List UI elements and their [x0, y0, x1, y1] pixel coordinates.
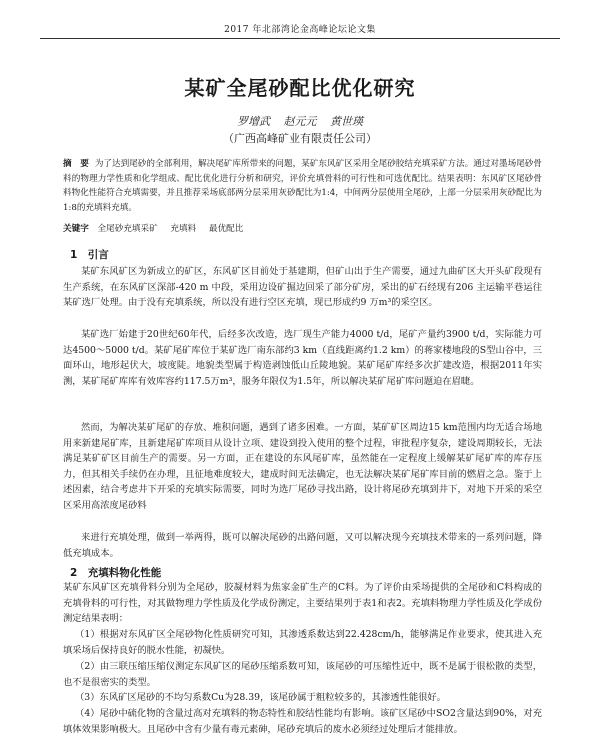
author-name: 罗增武 — [237, 115, 270, 128]
paragraph: 某矿选厂始建于20世纪60年代，后经多次改造，选厂现生产能力4000 t/d，尾矿产量约3900 t/d，实际能力可达4500～5000 t/d。某矿尾矿库位于某矿选厂南东部约3 km（直线距离约1.2 km）的蒋家楼地段的S型山谷中，三面环山，地形起伏大，坡度陡。地貌类型属于构造剥蚀低山丘陵地貌。某矿尾矿库经多次扩建改造，根据2011年实测，某矿尾矿库库有效库容约117.5万m³，服务年限仅为1.5年，所以解决某矿尾矿库问题迫在眉睫。 — [63, 329, 542, 387]
keyword: 全尾砂充填采矿 — [97, 224, 158, 234]
paragraph: 然而，为解决某矿尾矿的存放、堆积问题，遇到了诸多困难。一方面，某矿矿区周边15 km范围内均无适合场地用来新建尾矿库，且新建尾矿库项目从设计立项、建设到投入使用的整个过程，审批程序复杂，建设周期较长，无法满足某矿矿区目前生产的需要。另一方面，正在建设的东风尾矿库，虽然能在一定程度上缓解某矿尾矿库的库存压力，但其相关手续仍在办理，且征地难度较大，建成时间无法确定，也无法解决某矿尾矿库目前的燃眉之急。鉴于上述因素，结合考虑井下开采的充填实际需要，同时为选厂尾砂寻找出路，设计将尾砂充填到井下，对地下开采的采空区采用高浓度尾砂料 — [63, 422, 542, 511]
paragraph: 某矿东风矿区充填骨料分别为全尾砂，胶凝材料为焦家金矿生产的C料。为了评价由采场提供的全尾砂和C料构成的充填骨料的可行性，对其做物理力学性质及化学成份测定，主要结果列于表1和表2。充填料物理力学性质及化学成份测定结果表明： — [63, 582, 542, 624]
keyword: 充填料 — [170, 224, 197, 234]
keywords-label: 关键字 — [63, 224, 89, 234]
abstract — [63, 157, 542, 215]
abstract-text: 为了达到尾砂的全部利用，解决尾矿库所带来的问题，某矿东风矿区采用全尾砂胶结充填采矿方法。通过对墨场尾砂骨料的物理力学性质和化学组成、配比优化进行分析和研究，评价充填骨料的可行性和可选优配比。结果表明：东风矿区尾砂骨料物化性能符合充填需要，并且推荐采场底部两分层采用灰砂配比为1:4，中间两分层使用全尾砂，上部一分层采用灰砂配比为1:8的充填料充填。 — [63, 159, 542, 213]
paragraph: 来进行充填处理，做到一举两得，既可以解决尾砂的出路问题，又可以解决现今充填技术带来的一系列问题，降低充填成本。 — [63, 532, 542, 559]
keywords — [63, 223, 542, 236]
paragraph: 某矿东风矿区为新成立的矿区，东风矿区目前处于基建期，但矿山出于生产需要，通过九曲矿区大开头矿段现有生产系统，在东风矿区深部-420 m 中段，采用边设矿掘边回采了部分矿房，采出的矿石经现有206 主运输平巷运往某矿选厂处理。由于没有充填系统，所以没有进行空区充填，现已形成约9 万m³的采空区。 — [63, 266, 542, 308]
author-name: 赵元元 — [283, 115, 317, 128]
paper-title: 某矿全尾砂配比优化研究 — [184, 76, 416, 100]
author-name: 黄世瑛 — [330, 115, 363, 128]
list-item: （2）由三联压缩压缩仪测定东风矿区的尾砂压缩系数可知，该尾砂的可压缩性近中，既不是属于很松散的类型，也不是很密实的类型。 — [63, 661, 542, 688]
running-head: 2017 年北部湾论金高峰论坛论文集 — [40, 22, 560, 39]
affiliation: （广西高峰矿业有限责任公司） — [223, 132, 377, 145]
list-item: （4）尾砂中硫化物的含量过高对充填料的物态特性和胶结性能均有影响。该矿区尾砂中SO2含量达到90%，对充填体效果影响极大。且尾砂中含有少量有毒元素砷，尾砂充填后的废水必须经过处理后才能排放。 — [63, 708, 542, 735]
list-item: （1）根据对东风矿区全尾砂物化性质研究可知，其渗透系数达到22.428cm/h，能够满足作业要求，使其进入充填采场后保持良好的脱水性能，初凝快。 — [63, 629, 542, 656]
section-heading-intro: 1 引言 — [70, 249, 109, 261]
list-item: （3）东风矿区尾砂的不均匀系数Cu为28.39，该尾砂属于粗粒较多的，其渗透性能很好。 — [75, 692, 447, 703]
keyword: 最优配比 — [208, 224, 244, 234]
abstract-label: 摘 要 — [63, 159, 89, 169]
section-heading-materials: 2 充填料物化性能 — [70, 567, 162, 579]
author-list — [0, 113, 600, 129]
